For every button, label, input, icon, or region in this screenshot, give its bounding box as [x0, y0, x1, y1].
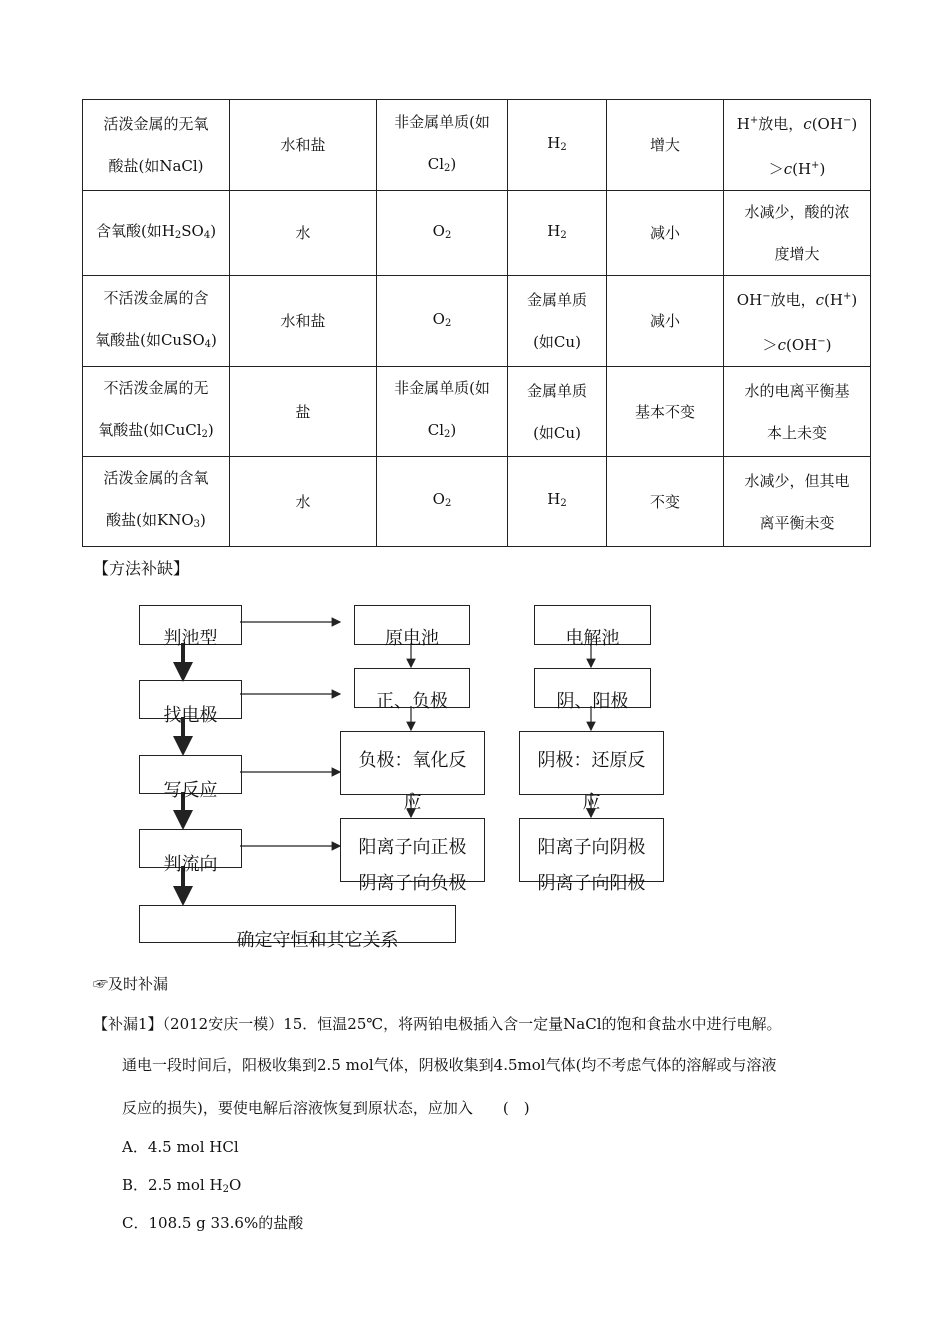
table-row — [83, 367, 871, 457]
cell: $H_2$ — [508, 191, 607, 276]
cell: OH−放电，c(H+) ＞c(OH−) — [724, 276, 871, 367]
cell: $O_2$ — [377, 457, 508, 547]
step-conservation: 确定守恒和其它关系 — [139, 905, 456, 943]
option-b: B．2.5 mol $H_2O$ — [122, 1176, 242, 1195]
electrolytic-cell-box: 电解池 — [534, 605, 651, 645]
cell: 不变 — [607, 457, 724, 547]
cell: 不活泼金属的含 氧酸盐(如CuSO$_4$) — [83, 276, 230, 367]
cell: 减小 — [607, 276, 724, 367]
question-line: 【补漏1】（2012安庆一模）15．恒温25℃，将两铂电极插入含一定量NaCl的饱和食盐水中进行电解。 — [93, 1015, 782, 1033]
electrolytic-electrodes-box: 阴、阳极 — [534, 668, 651, 708]
cell: 水减少，酸的浓 度增大 — [724, 191, 871, 276]
cell: 含氧酸(如$H_2SO_4$) — [83, 191, 230, 276]
table-row — [83, 276, 871, 367]
cell: $H_2$ — [508, 457, 607, 547]
cell: 水和盐 — [230, 100, 377, 191]
cell: 增大 — [607, 100, 724, 191]
option-c: C．108.5 g 33.6%的盐酸 — [122, 1214, 304, 1232]
galvanic-electrodes-box: 正、负极 — [354, 668, 470, 708]
question-line: 通电一段时间后，阳极收集到2.5 mol气体，阴极收集到4.5mol气体(均不考虑气体的溶解或与溶液 — [122, 1056, 777, 1074]
question-line: 反应的损失)，要使电解后溶液恢复到原状态，应加入 ( ) — [122, 1099, 530, 1117]
cell: 活泼金属的无氧 酸盐(如NaCl) — [83, 100, 230, 191]
cell: $O_2$ — [377, 276, 508, 367]
timely-fill-heading: ☞及时补漏 — [93, 975, 169, 993]
step-find-electrodes: 找电极 — [139, 680, 242, 719]
step-write-reactions: 写反应 — [139, 755, 242, 794]
galvanic-cell-box: 原电池 — [354, 605, 470, 645]
cell: 减小 — [607, 191, 724, 276]
cell: 不活泼金属的无 氧酸盐(如CuCl$_2$) — [83, 367, 230, 457]
step-judge-flow: 判流向 — [139, 829, 242, 868]
cell: H+放电，c(OH−) ＞c(H+) — [724, 100, 871, 191]
electrolytic-ion-flow-box: 阳离子向阴极 阴离子向阳极 — [519, 818, 664, 882]
cell: 金属单质 (如Cu) — [508, 367, 607, 457]
cell: 非金属单质(如 $Cl_2$) — [377, 100, 508, 191]
table-row — [83, 191, 871, 276]
galvanic-reaction-box: 负极：氧化反 应 — [340, 731, 485, 795]
cell: 水和盐 — [230, 276, 377, 367]
section-title: 【方法补缺】 — [93, 559, 190, 578]
cell: 水 — [230, 457, 377, 547]
cell: 基本不变 — [607, 367, 724, 457]
cell: 金属单质 (如Cu) — [508, 276, 607, 367]
electrolytic-reaction-box: 阴极：还原反 应 — [519, 731, 664, 795]
cell: 水减少，但其电 离平衡未变 — [724, 457, 871, 547]
cell: $H_2$ — [508, 100, 607, 191]
cell: $O_2$ — [377, 191, 508, 276]
cell: 活泼金属的含氧 酸盐(如$KNO_3$) — [83, 457, 230, 547]
option-a: A．4.5 mol HCl — [122, 1138, 239, 1156]
table-row — [83, 100, 871, 191]
step-judge-cell-type: 判池型 — [139, 605, 242, 645]
table-row — [83, 457, 871, 547]
cell: 非金属单质(如 $Cl_2$) — [377, 367, 508, 457]
galvanic-ion-flow-box: 阳离子向正极 阴离子向负极 — [340, 818, 485, 882]
electrolysis-table — [82, 99, 871, 547]
cell: 水的电离平衡基 本上未变 — [724, 367, 871, 457]
cell: 水 — [230, 191, 377, 276]
cell: 盐 — [230, 367, 377, 457]
